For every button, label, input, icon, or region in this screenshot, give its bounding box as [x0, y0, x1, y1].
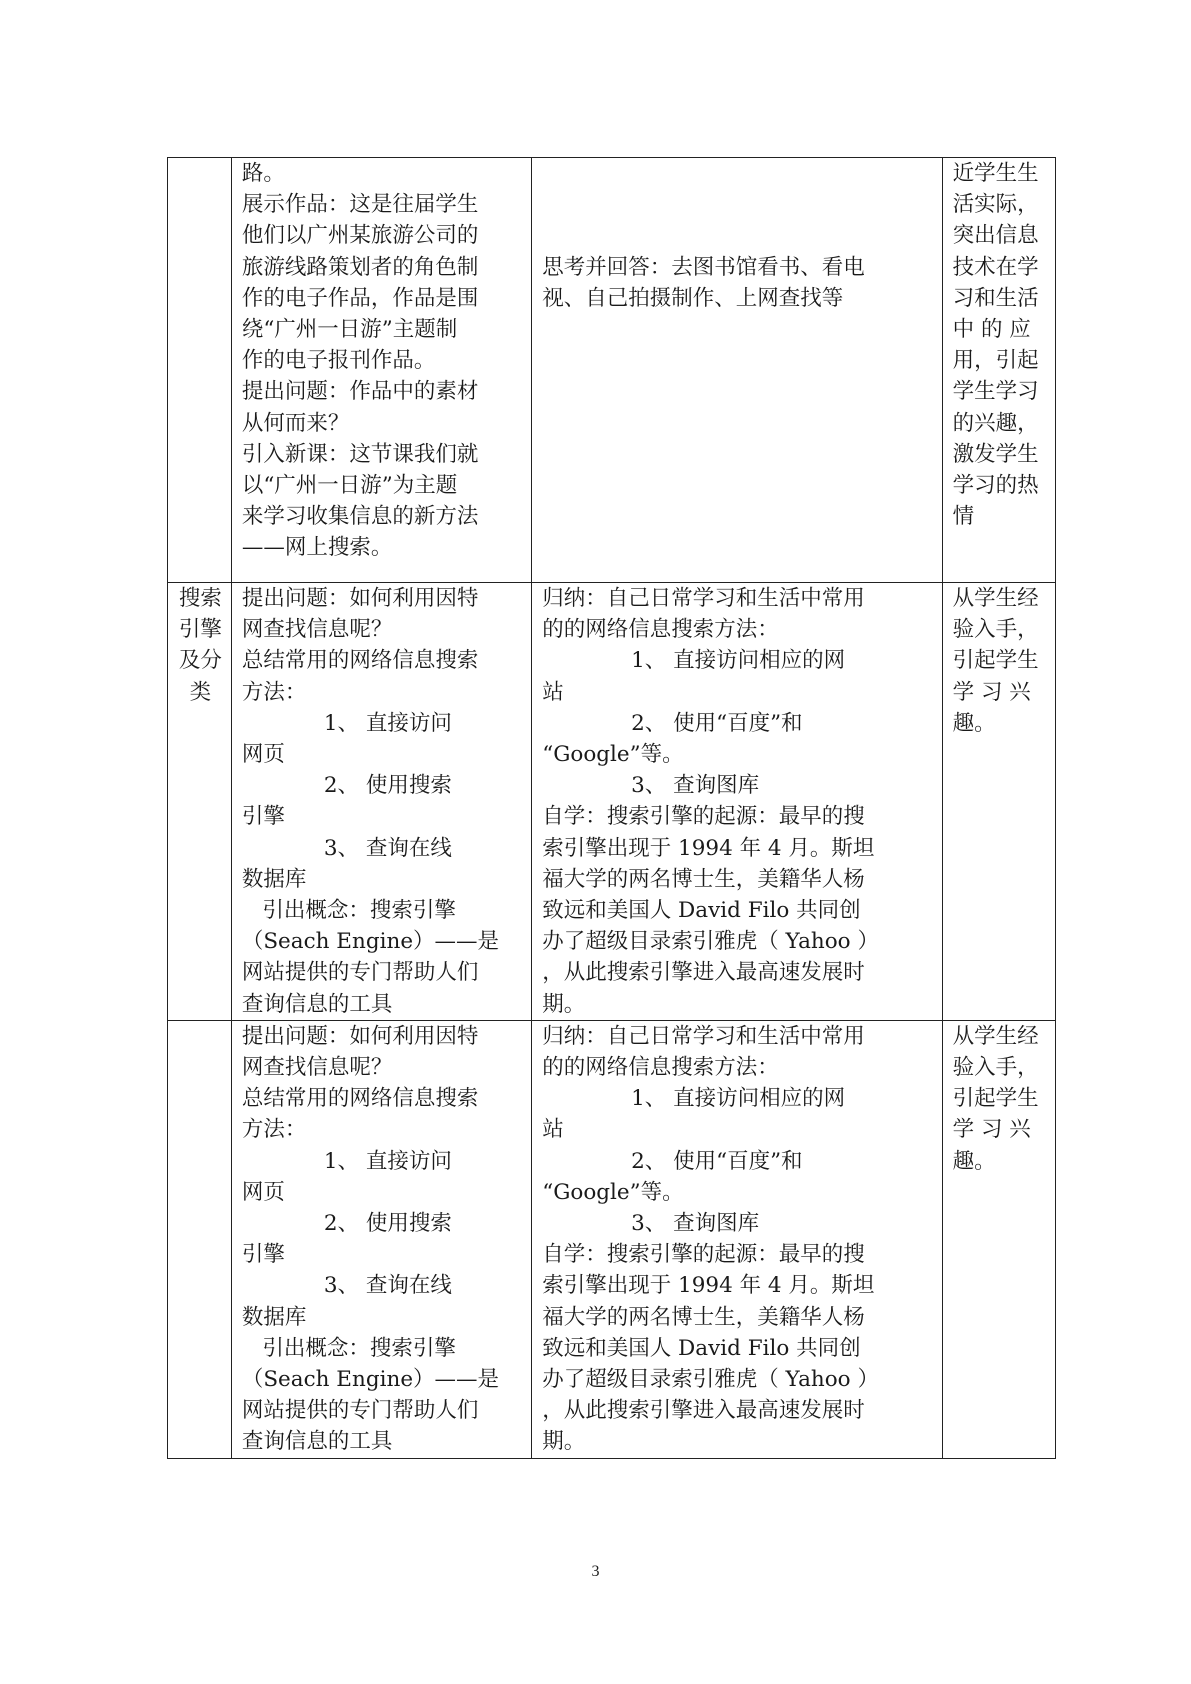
- text-line: 从学生经: [952, 1023, 1039, 1049]
- text-line: 绕“广州一日游”主题制: [241, 317, 458, 343]
- text-line: [542, 220, 933, 251]
- text-line: 网页: [241, 1179, 285, 1205]
- table-row: [168, 1020, 1056, 1458]
- text-line: 网页: [241, 742, 285, 768]
- text-line: 情: [952, 504, 975, 530]
- student-activity-cell: [532, 158, 942, 583]
- text-line: 从何而来？: [241, 410, 350, 436]
- text-line: 路。: [241, 161, 285, 186]
- text-line: 学生学习: [952, 379, 1039, 405]
- text-line: 及分: [178, 648, 222, 674]
- text-line: 搜索: [178, 586, 222, 611]
- text-line: 引起学生: [952, 1086, 1039, 1112]
- text-line: 1、 直接访问相应的网: [542, 648, 846, 674]
- text-line: 2、 使用搜索: [241, 773, 452, 799]
- text-line: 索引擎出现于 1994 年 4 月。斯坦: [542, 1273, 875, 1299]
- text-line: 站: [542, 1117, 564, 1143]
- text-line: ——网上搜索。: [241, 535, 393, 561]
- text-line: 期。: [542, 1429, 586, 1455]
- topic-cell: [168, 158, 232, 583]
- text-line: 1、 直接访问: [241, 1148, 452, 1174]
- table-row: [168, 583, 1056, 1021]
- text-line: 站: [542, 679, 564, 705]
- page-number: 3: [591, 1563, 600, 1580]
- text-line: 办了超级目录索引雅虎（ Yahoo ）: [542, 1367, 879, 1393]
- text-line: [542, 189, 933, 220]
- text-line: 活实际，: [952, 192, 1039, 218]
- text-line: ，从此搜索引擎进入最高速发展时: [542, 960, 865, 986]
- text-line: 网站提供的专门帮助人们: [241, 1398, 479, 1424]
- text-line: 学习的热: [952, 473, 1039, 499]
- text-line: 以“广州一日游”为主题: [241, 473, 458, 499]
- text-line: 自学：搜索引擎的起源：最早的搜: [542, 804, 865, 830]
- text-line: [542, 158, 933, 189]
- text-line: 趣。: [952, 710, 996, 736]
- design-intent-cell: [942, 158, 1055, 583]
- text-line: 3、 查询在线: [241, 1273, 452, 1299]
- table-row: [168, 158, 1056, 583]
- text-line: 展示作品：这是往届学生: [241, 192, 479, 218]
- text-line: 归纳：自己日常学习和生活中常用: [542, 1023, 865, 1049]
- text-line: 视、自己拍摄制作、上网查找等: [542, 285, 844, 311]
- text-line: 引出概念：搜索引擎: [241, 1335, 456, 1361]
- text-line: 用，引起: [952, 348, 1039, 374]
- student-activity-cell: [532, 1020, 942, 1458]
- text-line: 突出信息: [952, 223, 1039, 249]
- text-line: 福大学的两名博士生，美籍华人杨: [542, 1304, 865, 1330]
- topic-cell: [168, 583, 232, 1021]
- lesson-plan-table: [167, 157, 1056, 1459]
- design-intent-cell: [942, 583, 1055, 1021]
- text-line: ，从此搜索引擎进入最高速发展时: [542, 1398, 865, 1424]
- text-line: “Google”等。: [542, 742, 684, 768]
- text-line: 自学：搜索引擎的起源：最早的搜: [542, 1242, 865, 1268]
- text-line: 作的电子报刊作品。: [241, 348, 436, 374]
- text-line: 从学生经: [952, 586, 1039, 611]
- text-line: 近学生生: [952, 161, 1039, 186]
- text-line: 归纳：自己日常学习和生活中常用: [542, 586, 865, 611]
- teacher-activity-cell: [231, 583, 531, 1021]
- text-line: 1、 直接访问相应的网: [542, 1086, 846, 1112]
- text-line: 趣。: [952, 1148, 996, 1174]
- text-line: 的的网络信息搜索方法：: [542, 1055, 779, 1081]
- text-line: 提出问题：作品中的素材: [241, 379, 479, 405]
- text-line: 习和生活: [952, 285, 1039, 311]
- text-line: 网查找信息呢？: [241, 617, 393, 643]
- text-line: 期。: [542, 991, 586, 1017]
- text-line: 学 习 兴: [952, 1117, 1031, 1143]
- text-line: 验入手，: [952, 617, 1039, 643]
- text-line: 网站提供的专门帮助人们: [241, 960, 479, 986]
- text-line: 思考并回答：去图书馆看书、看电: [542, 254, 865, 280]
- text-line: 作的电子作品，作品是围: [241, 285, 479, 311]
- text-line: 引起学生: [952, 648, 1039, 674]
- text-line: 引擎: [241, 804, 285, 830]
- text-line: 1、 直接访问: [241, 710, 452, 736]
- text-line: 3、 查询在线: [241, 835, 452, 861]
- text-line: 2、 使用“百度”和: [542, 710, 803, 736]
- student-activity-cell: [532, 583, 942, 1021]
- text-line: 方法：: [241, 1117, 307, 1143]
- text-line: 福大学的两名博士生，美籍华人杨: [542, 866, 865, 892]
- text-line: 的兴趣，: [952, 410, 1039, 436]
- text-line: 网查找信息呢？: [241, 1055, 393, 1081]
- text-line: 致远和美国人 David Filo 共同创: [542, 1335, 861, 1361]
- text-line: 数据库: [241, 866, 307, 892]
- text-line: 引擎: [241, 1242, 285, 1268]
- text-line: 引出概念：搜索引擎: [241, 898, 456, 924]
- text-line: 2、 使用“百度”和: [542, 1148, 803, 1174]
- text-line: 查询信息的工具: [241, 1429, 393, 1455]
- text-line: 提出问题：如何利用因特: [241, 586, 479, 611]
- text-line: 2、 使用搜索: [241, 1211, 452, 1237]
- text-line: 查询信息的工具: [241, 991, 393, 1017]
- text-line: 技术在学: [952, 254, 1039, 280]
- text-line: 致远和美国人 David Filo 共同创: [542, 898, 861, 924]
- text-line: 方法：: [241, 679, 307, 705]
- text-line: 学 习 兴: [952, 679, 1031, 705]
- text-line: 的的网络信息搜索方法：: [542, 617, 779, 643]
- text-line: 验入手，: [952, 1055, 1039, 1081]
- text-line: 总结常用的网络信息搜索: [241, 648, 479, 674]
- topic-cell: [168, 1020, 232, 1458]
- text-line: 索引擎出现于 1994 年 4 月。斯坦: [542, 835, 875, 861]
- text-line: （Seach Engine）——是: [241, 1367, 500, 1393]
- text-line: 他们以广州某旅游公司的: [241, 223, 479, 249]
- text-line: 旅游线路策划者的角色制: [241, 254, 479, 280]
- text-line: 提出问题：如何利用因特: [241, 1023, 479, 1049]
- text-line: 3、 查询图库: [542, 1211, 760, 1237]
- text-line: 总结常用的网络信息搜索: [241, 1086, 479, 1112]
- text-line: 办了超级目录索引雅虎（ Yahoo ）: [542, 929, 879, 955]
- text-line: 中 的 应: [952, 317, 1031, 343]
- text-line: 类: [189, 679, 212, 705]
- text-line: （Seach Engine）——是: [241, 929, 500, 955]
- text-line: 引入新课：这节课我们就: [241, 441, 479, 467]
- text-line: “Google”等。: [542, 1179, 684, 1205]
- text-line: 激发学生: [952, 441, 1039, 467]
- text-line: 3、 查询图库: [542, 773, 760, 799]
- text-line: 引擎: [178, 617, 222, 643]
- teacher-activity-cell: [231, 1020, 531, 1458]
- text-line: 数据库: [241, 1304, 307, 1330]
- design-intent-cell: [942, 1020, 1055, 1458]
- text-line: 来学习收集信息的新方法: [241, 504, 479, 530]
- teacher-activity-cell: [231, 158, 531, 583]
